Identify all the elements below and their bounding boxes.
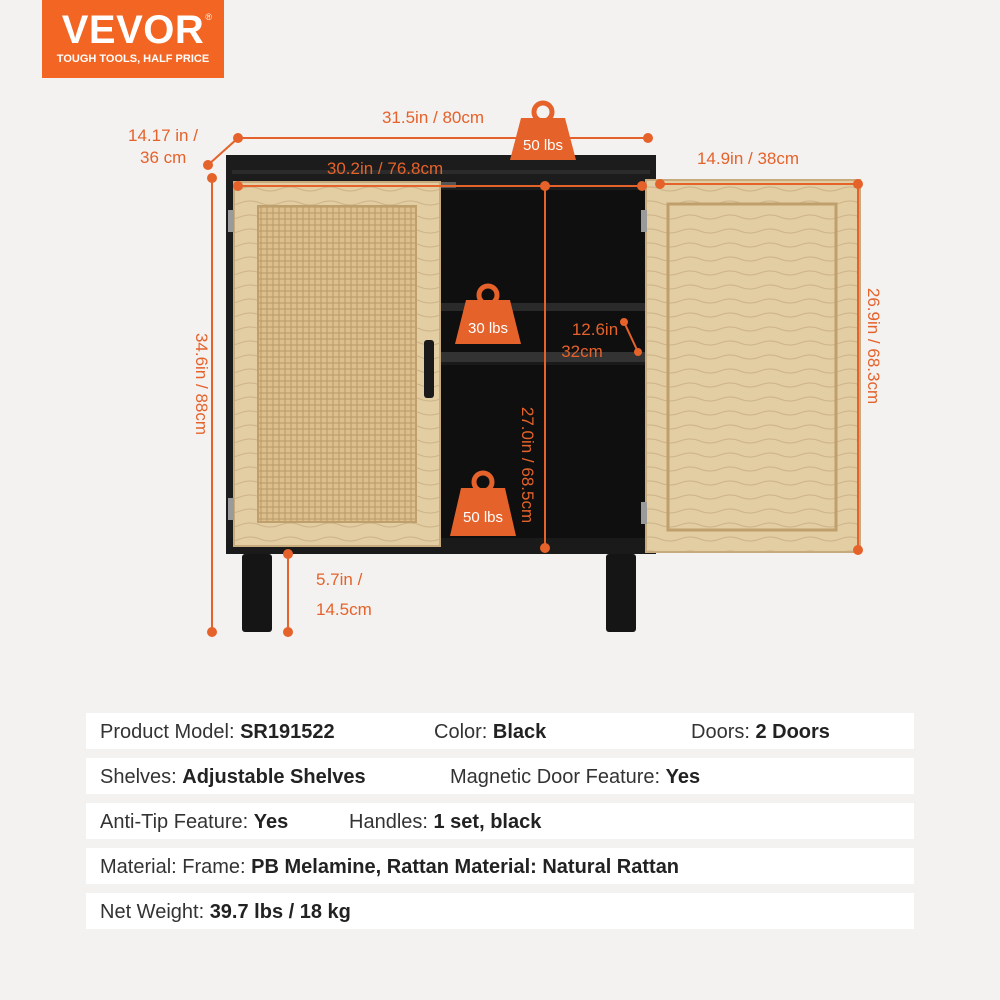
spec-item: Net Weight: 39.7 lbs / 18 kg bbox=[100, 901, 351, 923]
spec-row bbox=[86, 758, 914, 794]
overall-width-label: 31.5in / 80cm bbox=[381, 108, 485, 127]
brand-name: VEVOR bbox=[61, 8, 205, 52]
brand-tagline: TOUGH TOOLS, HALF PRICE bbox=[56, 53, 210, 65]
total-height-label: 34.6in / 88cm bbox=[192, 332, 211, 436]
door-width-label: 14.9in / 38cm bbox=[696, 149, 800, 168]
depth-label-a: 14.17 in / bbox=[128, 126, 198, 145]
weight-shelf-label: 30 lbs bbox=[467, 320, 509, 337]
left-door bbox=[228, 182, 440, 546]
spec-item: Handles: 1 set, black bbox=[349, 811, 542, 833]
right-door bbox=[641, 180, 860, 552]
spec-row bbox=[86, 893, 914, 929]
spec-row bbox=[86, 713, 914, 749]
shelf-depth-label-a: 12.6in bbox=[571, 320, 619, 339]
spec-item: Product Model: SR191522 bbox=[100, 721, 335, 743]
weight-icon-top bbox=[510, 103, 576, 160]
spec-item: Color: Black bbox=[434, 721, 547, 743]
spec-item: Material: Frame: PB Melamine, Rattan Material: Natural Rattan bbox=[100, 856, 680, 878]
door-height-label: 26.9in / 68.3cm bbox=[864, 287, 883, 405]
weight-bottom-label: 50 lbs bbox=[462, 509, 504, 526]
spec-item: Anti-Tip Feature: Yes bbox=[100, 811, 289, 833]
spec-row bbox=[86, 803, 914, 839]
spec-table bbox=[86, 713, 914, 938]
weight-top-label: 50 lbs bbox=[522, 137, 564, 154]
door-handle bbox=[424, 340, 434, 398]
spec-row bbox=[86, 848, 914, 884]
inner-width-label: 30.2in / 76.8cm bbox=[326, 159, 444, 178]
leg-height-label-b: 14.5cm bbox=[316, 600, 372, 619]
spec-item: Shelves: Adjustable Shelves bbox=[100, 766, 366, 788]
spec-item: Magnetic Door Feature: Yes bbox=[450, 766, 701, 788]
inner-height-label: 27.0in / 68.5cm bbox=[518, 406, 537, 524]
registered-mark: ® bbox=[205, 12, 212, 22]
shelf-depth-label-b: 32cm bbox=[561, 342, 603, 361]
depth-label-b: 36 cm bbox=[140, 148, 187, 167]
spec-item: Doors: 2 Doors bbox=[691, 721, 830, 743]
leg-height-label-a: 5.7in / bbox=[316, 570, 363, 589]
